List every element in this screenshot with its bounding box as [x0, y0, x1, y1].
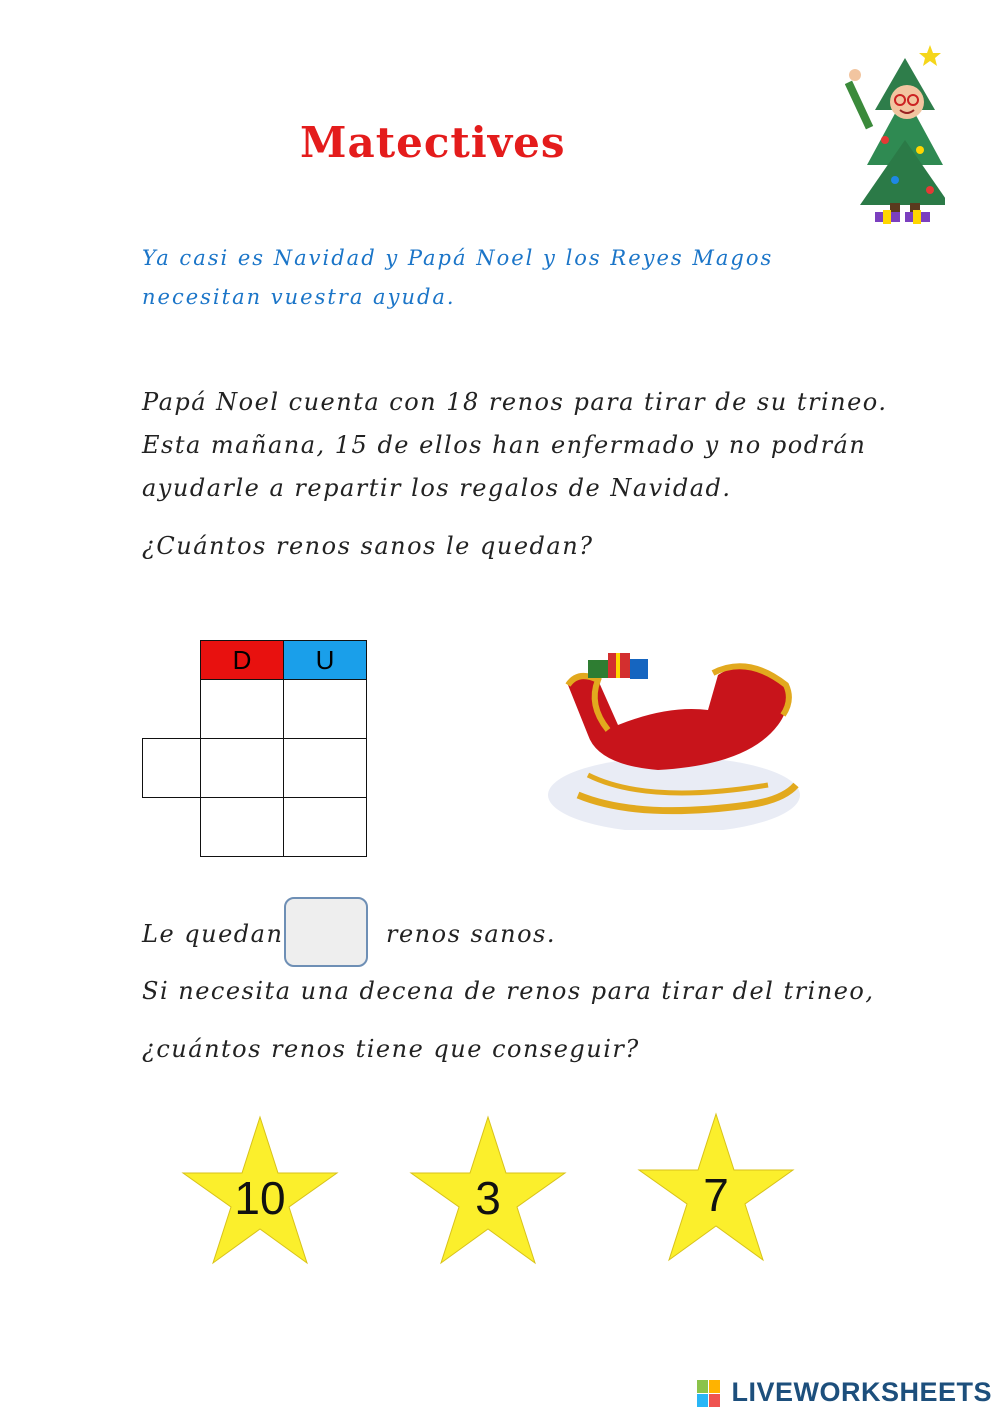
units-header: U: [284, 641, 367, 680]
problem-line-3: ayudarle a repartir los regalos de Navidad.: [142, 474, 732, 502]
intro-line-1: Ya casi es Navidad y Papá Noel y los Reyes Magos: [142, 246, 774, 270]
place-value-grid: [142, 640, 367, 857]
option-star-1[interactable]: [180, 1115, 340, 1265]
intro-line-2: necesitan vuestra ayuda.: [142, 285, 456, 309]
brand-name: LIVEWORKSHEETS: [731, 1377, 992, 1407]
option-value: 7: [703, 1169, 729, 1221]
option-star-2[interactable]: [408, 1115, 568, 1265]
minuend-units-cell[interactable]: [284, 680, 367, 739]
option-value: 10: [234, 1172, 286, 1224]
result-units-cell[interactable]: [284, 798, 367, 857]
option-star-3[interactable]: [636, 1112, 796, 1262]
minuend-tens-cell[interactable]: [201, 680, 284, 739]
operator-cell[interactable]: [143, 739, 201, 798]
followup-line-2: ¿cuántos renos tiene que conseguir?: [142, 1035, 640, 1063]
problem-line-1: Papá Noel cuenta con 18 renos para tirar de su trineo.: [142, 388, 888, 416]
teacher-avatar-illustration: [845, 40, 945, 225]
problem-line-2: Esta mañana, 15 de ellos han enfermado y no podrán: [142, 431, 867, 459]
problem-question: ¿Cuántos renos sanos le quedan?: [142, 532, 594, 560]
sleigh-illustration: [548, 645, 800, 830]
option-value: 3: [475, 1172, 501, 1224]
followup-line-1: Si necesita una decena de renos para tirar del trineo,: [142, 977, 875, 1005]
answer-suffix: renos sanos.: [386, 920, 557, 948]
worksheet-title: Matectives: [300, 118, 566, 167]
answer-prefix: Le quedan: [142, 920, 284, 948]
subtrahend-units-cell[interactable]: [284, 739, 367, 798]
result-tens-cell[interactable]: [201, 798, 284, 857]
subtrahend-tens-cell[interactable]: [201, 739, 284, 798]
tens-header: D: [201, 641, 284, 680]
answer-input-box[interactable]: [284, 897, 368, 967]
brand-logo-icon: [697, 1380, 721, 1412]
